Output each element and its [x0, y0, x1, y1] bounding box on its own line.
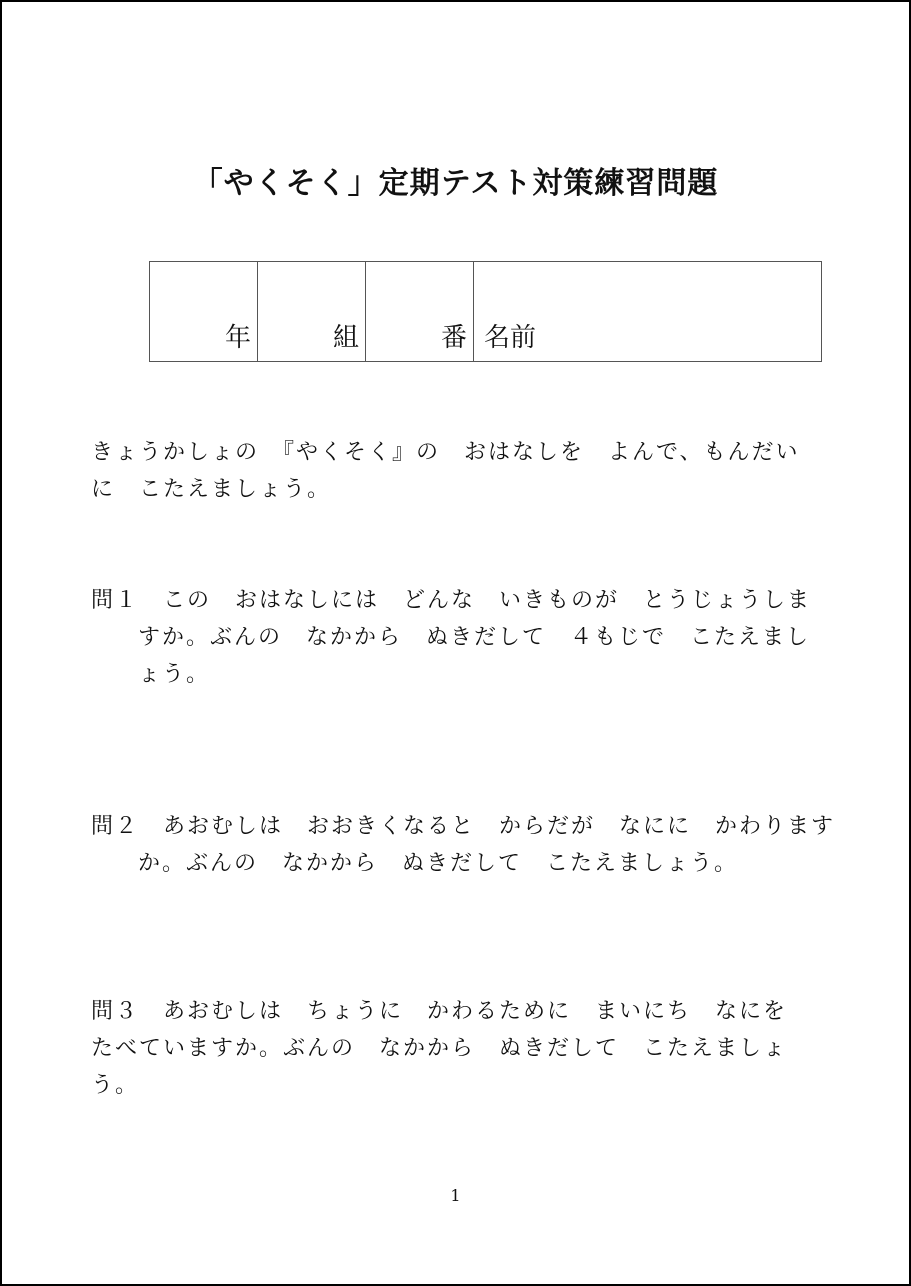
name-cell[interactable] — [474, 262, 822, 362]
question-1-line-3: ょう。 — [138, 662, 211, 687]
intro-line-1: きょうかしょの 『やくそく』の おはなしを よんで、もんだい — [91, 440, 800, 465]
year-label: 年 — [224, 323, 251, 353]
question-3-line-3: う。 — [91, 1073, 140, 1098]
question-1-line-1: 問１ この おはなしには どんな いきものが とうじょうしま — [91, 588, 812, 613]
number-cell[interactable] — [366, 262, 474, 362]
year-cell[interactable] — [150, 262, 258, 362]
number-label: 番 — [440, 323, 467, 353]
student-info-table — [149, 261, 822, 362]
question-3-line-2: たべていますか。ぶんの なかから ぬきだして こたえましょ — [91, 1036, 788, 1061]
question-3-line-1: 問３ あおむしは ちょうに かわるために まいにち なにを — [91, 999, 788, 1024]
page-number: 1 — [450, 1186, 461, 1205]
class-cell[interactable] — [258, 262, 366, 362]
intro-line-2: に こたえましょう。 — [91, 477, 332, 502]
page-title: 「やくそく」定期テスト対策練習問題 — [192, 166, 719, 201]
class-label: 組 — [332, 323, 359, 353]
question-2-line-2: か。ぶんの なかから ぬきだして こたえましょう。 — [138, 851, 739, 876]
question-1-line-2: すか。ぶんの なかから ぬきだして ４もじで こたえまし — [138, 625, 811, 650]
name-label: 名前 — [484, 323, 537, 353]
question-2-line-1: 問２ あおむしは おおきくなると からだが なにに かわります — [91, 814, 836, 839]
